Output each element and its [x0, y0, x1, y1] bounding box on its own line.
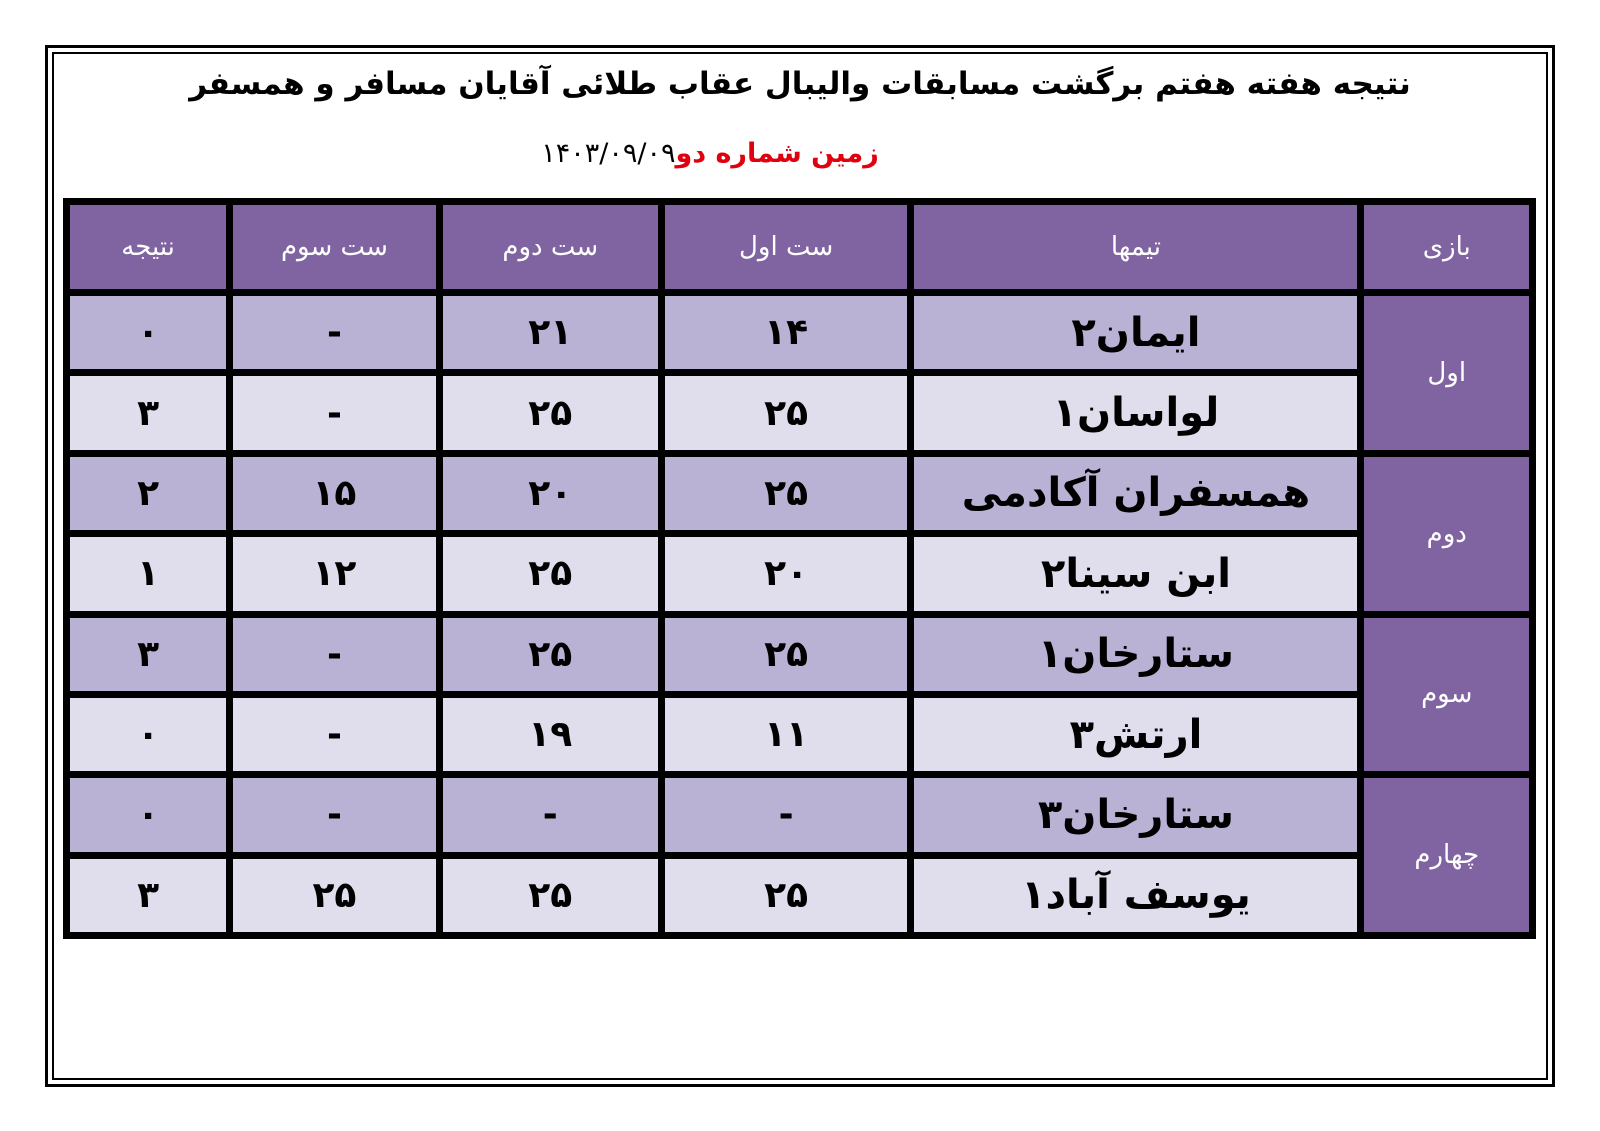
team-name: ستارخان۱ [914, 618, 1357, 691]
team-name: ابن سینا۲ [914, 537, 1357, 610]
set1-score: ۱۱ [665, 698, 908, 771]
set2-score: ۲۵ [443, 537, 658, 610]
game-label: چهارم [1364, 778, 1529, 932]
team-name: ایمان۲ [914, 296, 1357, 369]
set3-score: - [233, 698, 436, 771]
result-score: ۳ [70, 859, 226, 932]
result-score: ۳ [70, 376, 226, 449]
set1-score: ۲۵ [665, 376, 908, 449]
set3-score: - [233, 376, 436, 449]
set3-score: - [233, 778, 436, 851]
set2-score: ۲۵ [443, 859, 658, 932]
table-row [70, 537, 1529, 610]
set2-score: ۲۱ [443, 296, 658, 369]
set3-score: ۱۲ [233, 537, 436, 610]
header-result: نتیجه [70, 205, 226, 289]
set2-score: ۲۰ [443, 457, 658, 530]
header-set2: ست دوم [443, 205, 658, 289]
set1-score: - [665, 778, 908, 851]
header-game: بازی [1364, 205, 1529, 289]
results-table [63, 198, 1536, 939]
team-name: ستارخان۳ [914, 778, 1357, 851]
table-row [70, 376, 1529, 449]
game-label: سوم [1364, 618, 1529, 772]
set1-score: ۲۵ [665, 457, 908, 530]
set1-score: ۲۵ [665, 859, 908, 932]
table-row [70, 296, 1529, 369]
set2-score: ۲۵ [443, 376, 658, 449]
game-label: اول [1364, 296, 1529, 450]
team-name: همسفران آکادمی [914, 457, 1357, 530]
header-set3: ست سوم [233, 205, 436, 289]
set3-score: ۱۵ [233, 457, 436, 530]
result-score: ۲ [70, 457, 226, 530]
table-row [70, 778, 1529, 851]
subtitle [430, 138, 990, 169]
set2-score: ۲۵ [443, 618, 658, 691]
result-score: ۳ [70, 618, 226, 691]
set3-score: - [233, 296, 436, 369]
header-set1: ست اول [665, 205, 908, 289]
header-row [70, 205, 1529, 289]
result-score: ۰ [70, 778, 226, 851]
set3-score: - [233, 618, 436, 691]
table-row [70, 618, 1529, 691]
set2-score: ۱۹ [443, 698, 658, 771]
field-label: زمین شماره دو [675, 138, 879, 169]
result-score: ۰ [70, 698, 226, 771]
set1-score: ۱۴ [665, 296, 908, 369]
game-label: دوم [1364, 457, 1529, 611]
set1-score: ۲۰ [665, 537, 908, 610]
table-row [70, 859, 1529, 932]
result-score: ۰ [70, 296, 226, 369]
result-score: ۱ [70, 537, 226, 610]
page-title: نتیجه هفته هفتم برگشت مسابقات والیبال عقاب طلائی آقایان مسافر و همسفر [189, 66, 1411, 102]
team-name: لواسان۱ [914, 376, 1357, 449]
set2-score: - [443, 778, 658, 851]
team-name: ارتش۳ [914, 698, 1357, 771]
table-row [70, 457, 1529, 530]
date-label: ۱۴۰۳/۰۹/۰۹ [541, 138, 676, 169]
set1-score: ۲۵ [665, 618, 908, 691]
set3-score: ۲۵ [233, 859, 436, 932]
team-name: یوسف آباد۱ [914, 859, 1357, 932]
header-teams: تیمها [914, 205, 1357, 289]
table-row [70, 698, 1529, 771]
